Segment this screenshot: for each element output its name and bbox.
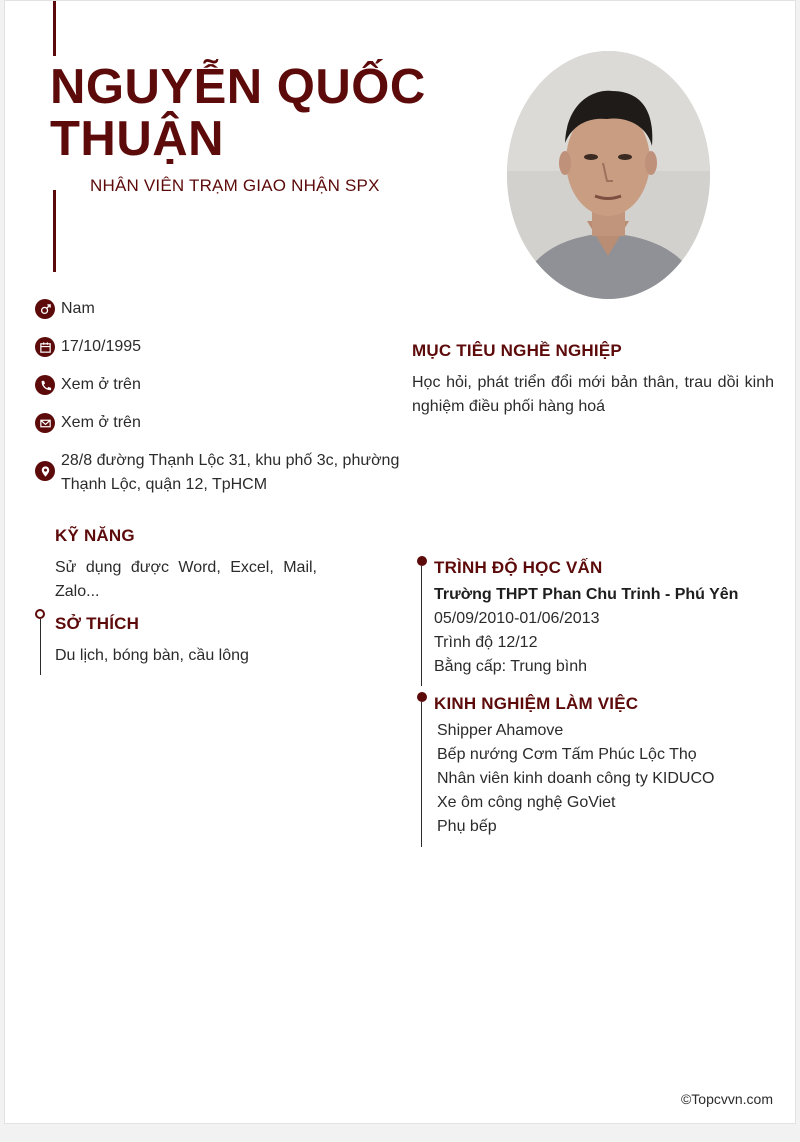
gender-value: Nam	[61, 300, 95, 317]
education-degree: Bằng cấp: Trung bình	[434, 658, 587, 675]
candidate-name-line2: THUẬN	[50, 112, 224, 166]
hobbies-timeline-marker	[35, 609, 45, 619]
calendar-icon	[35, 337, 55, 357]
header-accent-bar-top	[53, 1, 56, 56]
objective-title: MỤC TIÊU NGHỀ NGHIỆP	[412, 341, 622, 360]
experience-timeline-line	[421, 702, 422, 847]
email-icon	[35, 413, 55, 433]
hobbies-text: Du lịch, bóng bàn, cầu lông	[55, 647, 249, 664]
hobbies-timeline-line	[40, 619, 41, 675]
experience-item: Phụ bếp	[437, 818, 497, 835]
skills-line2: Zalo...	[55, 583, 100, 600]
candidate-name	[50, 61, 450, 165]
experience-timeline-marker	[417, 692, 427, 702]
skills-text	[55, 556, 317, 604]
location-pin-icon	[35, 461, 55, 481]
header-accent-bar-bottom	[53, 190, 56, 272]
contact-phone	[35, 373, 141, 397]
job-title: NHÂN VIÊN TRẠM GIAO NHẬN SPX	[90, 176, 380, 195]
phone-value[interactable]: Xem ở trên	[61, 376, 141, 393]
contact-birthday	[35, 335, 141, 359]
contact-gender	[35, 297, 95, 321]
objective-text	[412, 371, 774, 419]
experience-item: Bếp nướng Cơm Tấm Phúc Lộc Thọ	[437, 746, 697, 763]
candidate-name-line1: NGUYỄN QUỐC	[50, 60, 426, 114]
address-line1: 28/8 đường Thạnh Lộc 31, khu phố 3c, phường	[61, 452, 400, 469]
education-timeline-line	[421, 566, 422, 686]
skills-title: KỸ NĂNG	[55, 526, 135, 545]
experience-item: Shipper Ahamove	[437, 722, 564, 739]
education-timeline-marker	[417, 556, 427, 566]
contact-email	[35, 411, 141, 435]
address-line2: Thạnh Lộc, quận 12, TpHCM	[61, 476, 268, 493]
hobbies-title: SỞ THÍCH	[55, 614, 140, 633]
cv-page	[4, 0, 796, 1124]
gender-icon	[35, 299, 55, 319]
experience-item: Nhân viên kinh doanh công ty KIDUCO	[437, 770, 715, 787]
education-school: Trường THPT Phan Chu Trinh - Phú Yên	[434, 586, 739, 603]
objective-line1: Học hỏi, phát triển đổi mới bản thân, trau dồi kinh	[412, 374, 774, 391]
email-value[interactable]: Xem ở trên	[61, 414, 141, 431]
education-period: 05/09/2010-01/06/2013	[434, 610, 600, 627]
skills-line1: Sử dụng được Word, Excel, Mail,	[55, 559, 317, 576]
education-title: TRÌNH ĐỘ HỌC VẤN	[434, 558, 603, 577]
experience-list	[437, 719, 714, 839]
phone-icon	[35, 375, 55, 395]
copyright-footer: ©Topcvvn.com	[680, 1091, 773, 1107]
experience-item: Xe ôm công nghệ GoViet	[437, 794, 616, 811]
profile-photo	[507, 51, 710, 299]
contact-address	[35, 449, 405, 497]
education-level: Trình độ 12/12	[434, 634, 538, 651]
experience-title: KINH NGHIỆM LÀM VIỆC	[434, 694, 639, 713]
address-value	[61, 449, 399, 497]
portrait-illustration	[507, 51, 710, 299]
birthday-value: 17/10/1995	[61, 338, 142, 355]
objective-line2: nghiệm điều phối hàng hoá	[412, 398, 606, 415]
